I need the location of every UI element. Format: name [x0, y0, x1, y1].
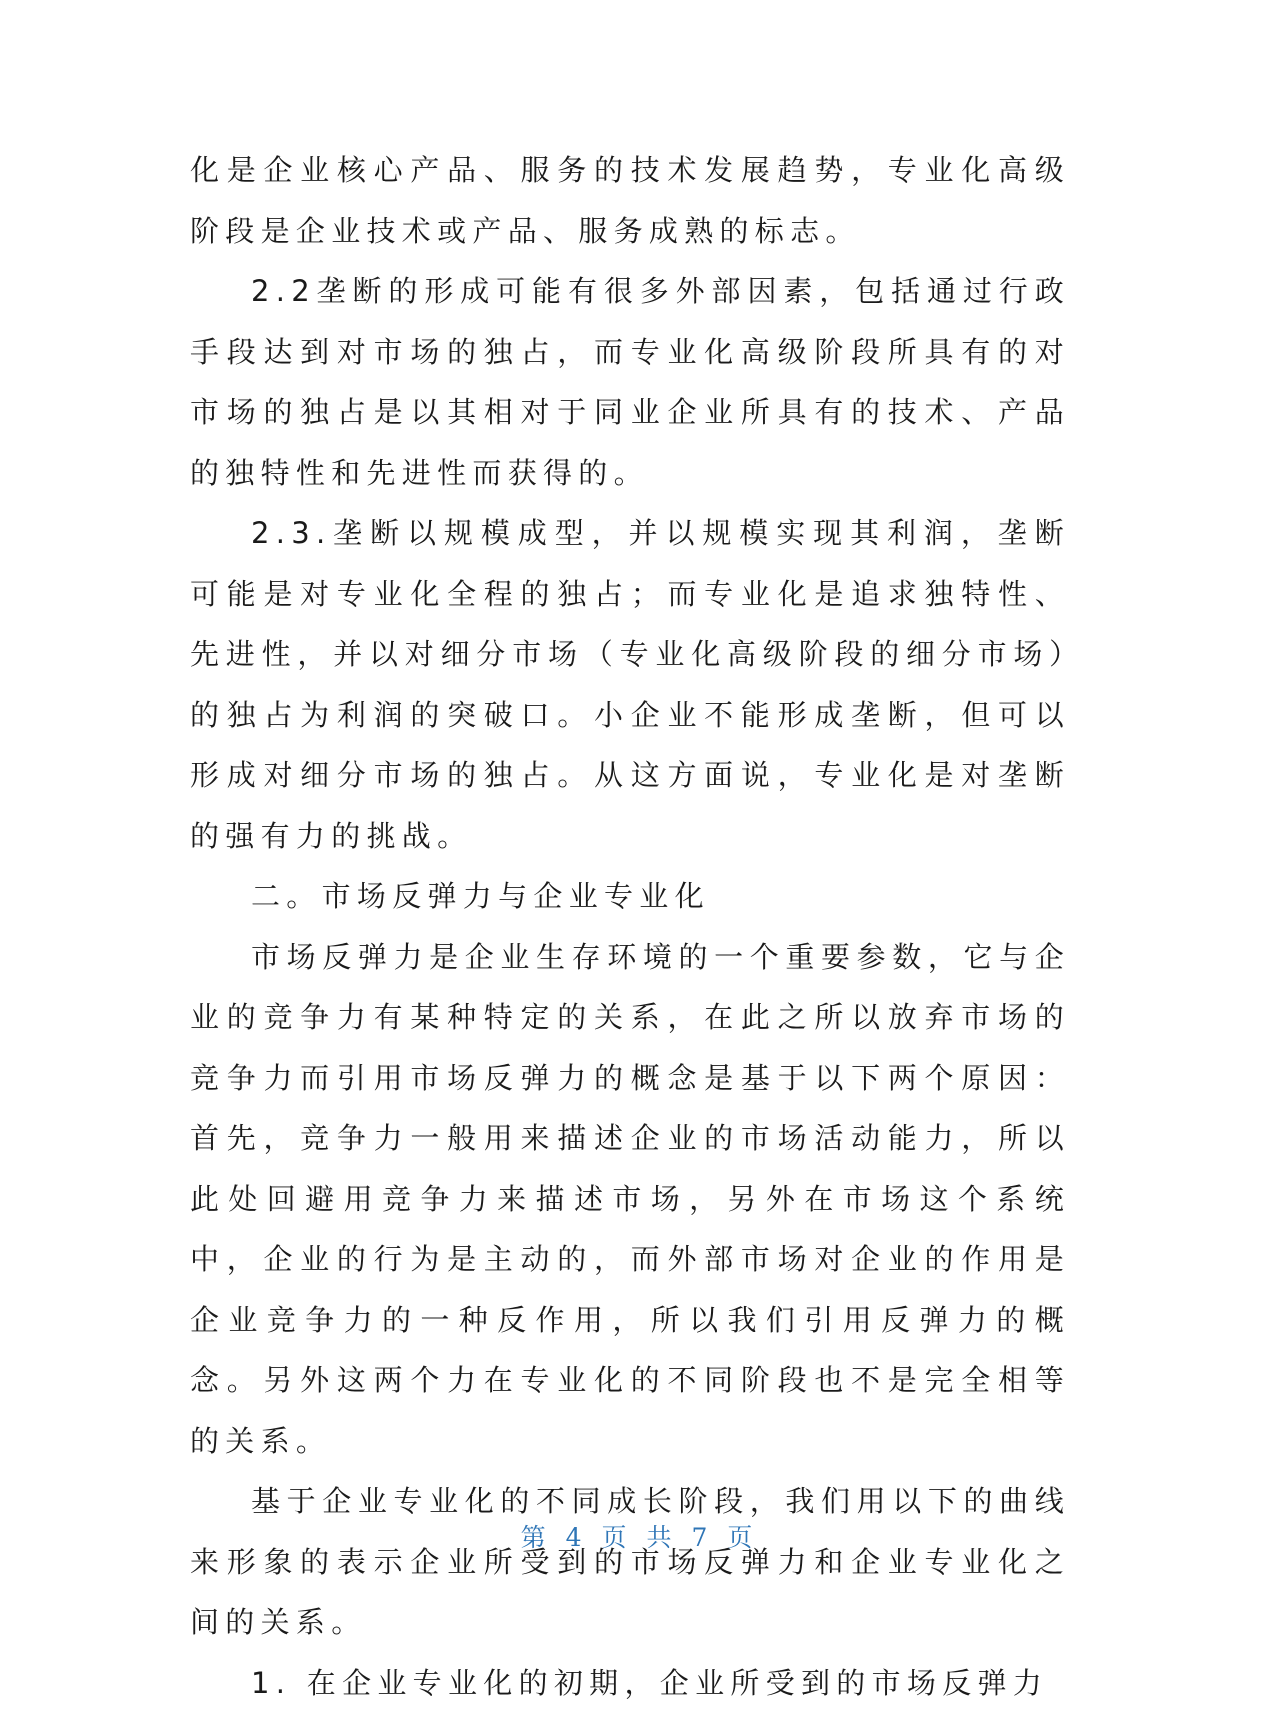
footer-label-total-unit: 页: [727, 1523, 754, 1552]
document-body: [190, 140, 1070, 1713]
paragraph-3: 2.3.垄断以规模成型，并以规模实现其利润，垄断可能是对专业化全程的独占；而专业化是追求独特性、先进性，并以对细分市场（专业化高级阶段的细分市场）的独占为利润的突破口。小企业不能形成垄断，但可以形成对细分市场的独占。从这方面说，专业化是对垄断的强有力的挑战。: [190, 503, 1070, 866]
paragraph-5: 基于企业专业化的不同成长阶段，我们用以下的曲线来形象的表示企业所受到的市场反弹力和企业专业化之间的关系。: [190, 1471, 1070, 1653]
paragraph-2: 2.2垄断的形成可能有很多外部因素，包括通过行政手段达到对市场的独占，而专业化高级阶段所具有的对市场的独占是以其相对于同业企业所具有的技术、产品的独特性和先进性而获得的。: [190, 261, 1070, 503]
footer-total-pages: 7: [692, 1523, 710, 1552]
paragraph-6: 1. 在企业专业化的初期，企业所受到的市场反弹力: [190, 1653, 1070, 1713]
footer-label-page: 第: [521, 1523, 548, 1552]
footer-current-page: 4: [566, 1523, 584, 1552]
footer-label-total: 共: [647, 1523, 674, 1552]
footer-label-page-unit: 页: [601, 1523, 628, 1552]
paragraph-1: 化是企业核心产品、服务的技术发展趋势，专业化高级阶段是企业技术或产品、服务成熟的标志。: [190, 140, 1070, 261]
paragraph-4: 市场反弹力是企业生存环境的一个重要参数，它与企业的竞争力有某种特定的关系，在此之所以放弃市场的竞争力而引用市场反弹力的概念是基于以下两个原因：首先，竞争力一般用来描述企业的市场活动能力，所以此处回避用竞争力来描述市场，另外在市场这个系统中，企业的行为是主动的，而外部市场对企业的作用是企业竞争力的一种反作用，所以我们引用反弹力的概念。另外这两个力在专业化的不同阶段也不是完全相等的关系。: [190, 927, 1070, 1472]
section-heading: 二。市场反弹力与企业专业化: [190, 866, 1070, 927]
page-footer: [0, 1518, 1275, 1554]
